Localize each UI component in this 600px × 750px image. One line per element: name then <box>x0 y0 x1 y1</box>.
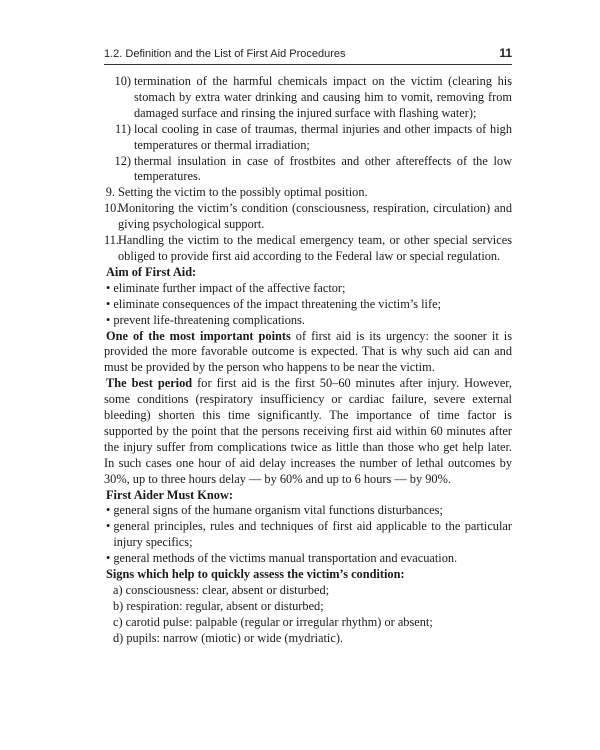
item-text: Setting the victim to the possibly optimal position. <box>118 185 368 200</box>
item-text: Handling the victim to the medical emergency team, or other special services obliged to provide first aid according to the Federal law or special regulation. <box>118 233 512 263</box>
bullet-text: eliminate further impact of the affective factor; <box>113 280 346 295</box>
must-know-heading: First Aider Must Know: <box>106 487 233 502</box>
bullet-icon: • <box>106 519 111 534</box>
list-item <box>104 233 512 265</box>
bullet-icon: • <box>106 551 111 566</box>
bullet-item <box>104 313 512 329</box>
item-text: Monitoring the victim’s condition (consciousness, respiration, circulation) and giving psychological support. <box>118 201 512 232</box>
page-number: 11 <box>499 46 512 60</box>
sign-item: c) carotid pulse: palpable (regular or irregular rhythm) or absent; <box>113 614 433 629</box>
bullet-item <box>104 519 512 551</box>
list-item <box>104 122 512 154</box>
bullet-icon: • <box>106 503 111 518</box>
sign-item: b) respiration: regular, absent or disturbed; <box>113 598 324 613</box>
item-number: 10) <box>114 74 131 88</box>
bullet-text: general methods of the victims manual transportation and evacuation. <box>113 551 458 566</box>
item-number: 9. <box>105 185 115 200</box>
item-number: 10. <box>104 201 120 216</box>
item-number: 11. <box>104 233 119 248</box>
bullet-item <box>104 281 512 297</box>
paragraph-text: of first aid is its urgency: the sooner it is provided the more favorable outcome is expected. That is why such aid can and must be provided by the person who happens to be near the victim. <box>104 328 512 375</box>
paragraph-text: for first aid is the first 50–60 minutes after injury. However, some conditions (respiratory insufficiency or cardiac failure, severe external bleeding) shorten this time significantly. The importance of time factor is supported by the point that the persons receiving first aid within 60 minutes after the injury suffer from complications twice as little than those who get help later. In such cases one hour of aid delay increases the number of lethal outcomes by 30%, up to three hours delay — by 60% and up to 6 hours — by 90%. <box>104 376 513 486</box>
section-title: 1.2. Definition and the List of First Aid Procedures <box>104 48 346 60</box>
paragraph-lead: The best period <box>106 376 193 391</box>
item-text: local cooling in case of traumas, thermal injuries and other impacts of high temperatures or thermal irradiation; <box>134 121 512 152</box>
sign-item: d) pupils: narrow (miotic) or wide (mydriatic). <box>113 630 344 645</box>
header-rule <box>104 64 512 65</box>
aim-heading: Aim of First Aid: <box>106 264 197 279</box>
bullet-text: general principles, rules and techniques of first aid applicable to the particular injury specifics; <box>113 519 512 550</box>
page-body <box>104 74 512 647</box>
bullet-item <box>104 297 512 313</box>
item-number: 12) <box>114 153 131 168</box>
paragraph-lead: One of the most important points <box>106 328 291 343</box>
signs-heading: Signs which help to quickly assess the victim’s condition: <box>106 567 405 582</box>
bullet-text: general signs of the humane organism vital functions disturbances; <box>113 503 443 518</box>
urgency-paragraph <box>104 329 512 377</box>
bullet-text: eliminate consequences of the impact threatening the victim’s life; <box>113 296 442 311</box>
sign-item: a) consciousness: clear, absent or disturbed; <box>113 583 330 597</box>
list-item <box>104 185 512 201</box>
bullet-text: prevent life-threatening complications. <box>113 312 305 327</box>
bullet-icon: • <box>106 280 111 295</box>
bullet-icon: • <box>106 312 111 327</box>
list-item <box>104 74 512 122</box>
best-period-paragraph <box>104 376 512 487</box>
item-number: 11) <box>115 121 131 136</box>
running-header <box>104 46 512 60</box>
bullet-item <box>104 551 512 567</box>
list-item <box>104 154 512 186</box>
item-text: termination of the harmful chemicals impact on the victim (clearing his stomach by extra water drinking and causing him to vomit, removing from damaged surface and rinsing the injured surface with flashing water); <box>134 74 512 120</box>
bullet-item <box>104 503 512 519</box>
list-item <box>104 201 512 233</box>
bullet-icon: • <box>106 296 111 311</box>
item-text: thermal insulation in case of frostbites and other aftereffects of the low temperatures. <box>134 153 512 184</box>
